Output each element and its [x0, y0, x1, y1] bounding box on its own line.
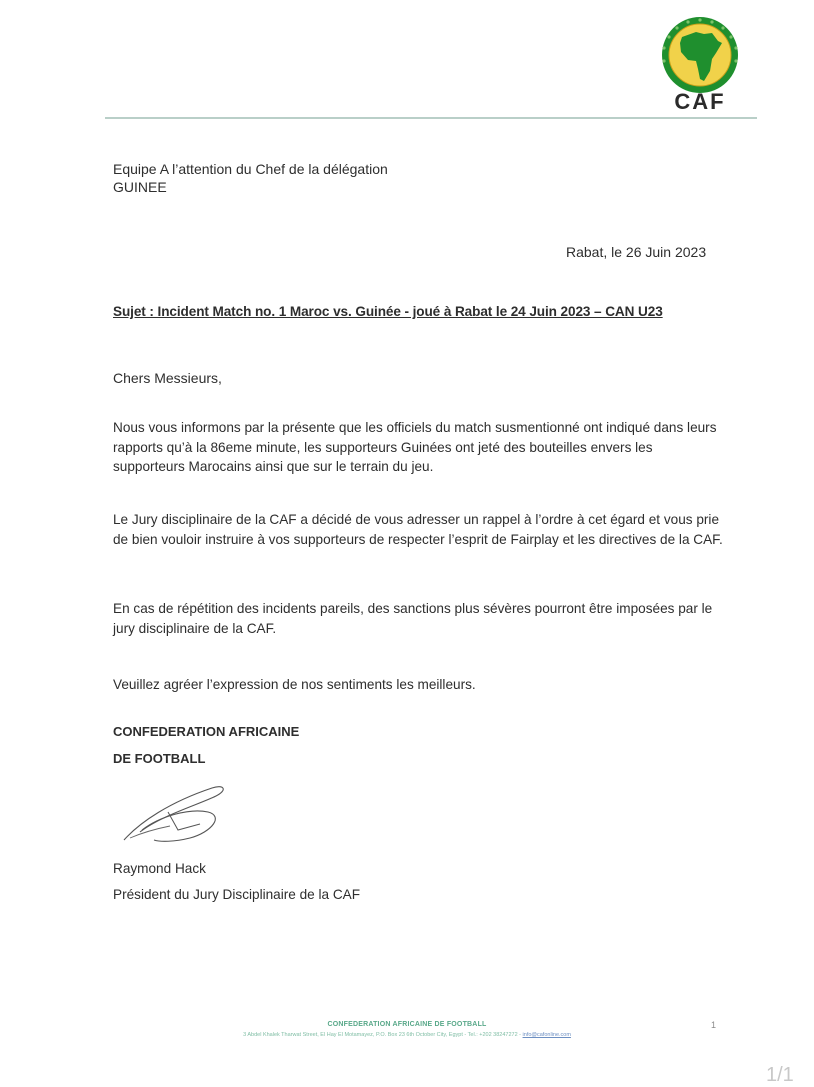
signer-title: Président du Jury Disciplinaire de la CAF — [113, 887, 361, 902]
paragraph-1: Nous vous informons par la présente que les officiels du match susmentionné ont indiqué dans leurs rapports qu’à la 86eme minute, les supporteurs Guinées ont jeté des bouteilles envers les supporteurs Marocains ainsi que sur le terrain du jeu. — [113, 420, 717, 474]
caf-logo — [652, 15, 748, 115]
page-number: 1 — [711, 1020, 717, 1030]
subject-line: Sujet : Incident Match no. 1 Maroc vs. Guinée - joué à Rabat le 24 Juin 2023 – CAN U23 — [113, 304, 663, 319]
organization-line-2: DE FOOTBALL — [113, 751, 206, 766]
date-line: Rabat, le 26 Juin 2023 — [566, 244, 707, 260]
header-divider — [105, 117, 757, 119]
recipient-line-2: GUINEE — [113, 179, 167, 195]
recipient-line-1: Equipe A l’attention du Chef de la délégation — [113, 161, 388, 177]
handwritten-signature — [120, 782, 230, 848]
footer-organization: CONFEDERATION AFRICAINE DE FOOTBALL — [327, 1021, 487, 1028]
salutation: Chers Messieurs, — [113, 370, 222, 386]
footer-address: 3 Abdel Khalek Tharwat Street, El Hay El Motamayez, P.O. Box 23 6th October City, Egypt - Tel.: +202 38247272 - — [243, 1032, 523, 1038]
footer-email-link[interactable]: info@cafonline.com — [522, 1032, 571, 1038]
footer-address-block — [0, 1032, 814, 1038]
organization-line-1: CONFEDERATION AFRICAINE — [113, 724, 300, 739]
signature-icon — [120, 782, 230, 848]
caf-logo-emblem-icon — [652, 15, 748, 115]
paragraph-2: Le Jury disciplinaire de la CAF a décidé de vous adresser un rappel à l’ordre à cet égard et vous prie de bien vouloir instruire à vos supporteurs de respecter l’esprit de Fairplay et les directives de la CAF. — [113, 512, 723, 547]
svg-text:CAF: CAF — [674, 89, 726, 114]
closing-line: Veuillez agréer l’expression de nos sentiments les meilleurs. — [113, 677, 476, 692]
signer-name: Raymond Hack — [113, 861, 206, 876]
viewer-page-indicator: 1/1 — [766, 1064, 794, 1086]
paragraph-3: En cas de répétition des incidents pareils, des sanctions plus sévères pourront être imposées par le jury disciplinaire de la CAF. — [113, 601, 713, 636]
